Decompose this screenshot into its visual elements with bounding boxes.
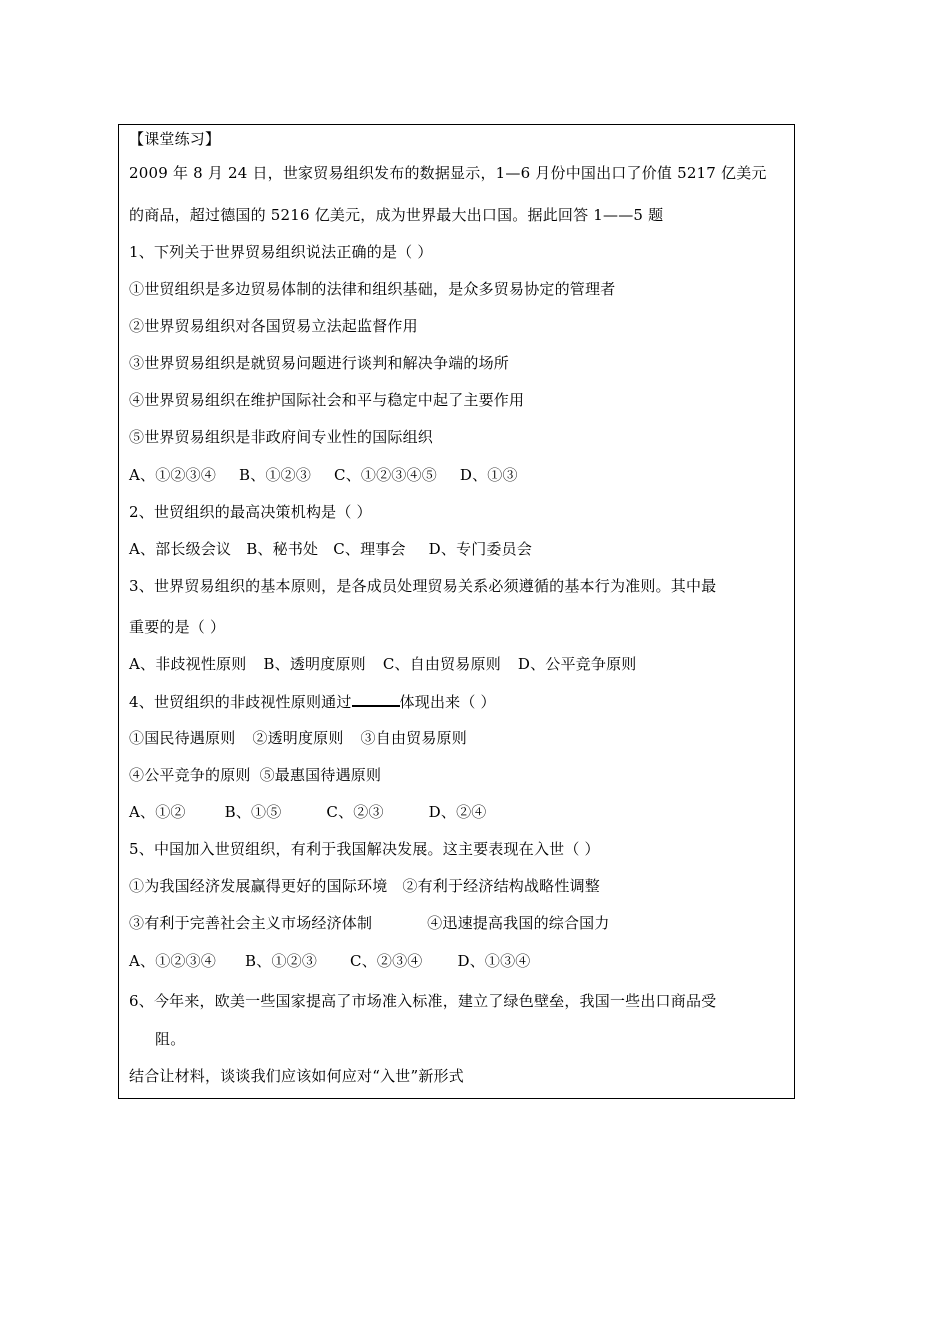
q5-items-line-1 bbox=[129, 876, 600, 896]
option-d: D、②④ bbox=[428, 803, 487, 821]
section-header: 【课堂练习】 bbox=[129, 130, 221, 148]
q5-item: ③有利于完善社会主义市场经济体制 bbox=[129, 914, 373, 932]
option-c: C、②③④ bbox=[350, 952, 423, 970]
q3-stem-line-2: 重要的是（ ） bbox=[129, 618, 226, 636]
intro-line-2: 的商品，超过德国的 5216 亿美元，成为世界最大出口国。据此回答 1——5 题 bbox=[129, 206, 664, 224]
q1-item: ②世界贸易组织对各国贸易立法起监督作用 bbox=[129, 317, 418, 335]
exercise-box bbox=[118, 124, 795, 1099]
q4-item: ④公平竞争的原则 bbox=[129, 766, 251, 784]
intro-line-1: 2009 年 8 月 24 日，世家贸易组织发布的数据显示，1—6 月份中国出口了价值 5217 亿美元 bbox=[129, 164, 767, 182]
option-a: A、①②③④ bbox=[129, 466, 217, 484]
q1-options bbox=[129, 465, 518, 485]
q4-item: ②透明度原则 bbox=[252, 729, 344, 747]
answer-blank bbox=[352, 691, 400, 707]
option-b: B、①⑤ bbox=[224, 803, 282, 821]
option-c: C、理事会 bbox=[333, 540, 406, 558]
q1-item: ④世界贸易组织在维护国际社会和平与稳定中起了主要作用 bbox=[129, 391, 525, 409]
q1-stem: 1、下列关于世界贸易组织说法正确的是（ ） bbox=[129, 243, 433, 261]
q3-options bbox=[129, 654, 637, 674]
option-b: B、透明度原则 bbox=[263, 655, 366, 673]
q6-stem-line-1: 6、今年来，欧美一些国家提高了市场准入标准，建立了绿色壁垒，我国一些出口商品受 bbox=[129, 992, 717, 1010]
q1-item: ①世贸组织是多边贸易体制的法律和组织基础，是众多贸易协定的管理者 bbox=[129, 280, 616, 298]
option-c: C、自由贸易原则 bbox=[382, 655, 501, 673]
q4-item: ③自由贸易原则 bbox=[360, 729, 467, 747]
option-c: C、②③ bbox=[326, 803, 384, 821]
q5-items-line-2 bbox=[129, 913, 610, 933]
q4-items-line-2 bbox=[129, 765, 381, 785]
option-d: D、公平竞争原则 bbox=[517, 655, 637, 673]
option-b: B、秘书处 bbox=[246, 540, 319, 558]
q2-options bbox=[129, 539, 532, 559]
q5-item: ②有利于经济结构战略性调整 bbox=[402, 877, 600, 895]
option-d: D、①③ bbox=[459, 466, 518, 484]
q3-stem-line-1: 3、世界贸易组织的基本原则，是各成员处理贸易关系必须遵循的基本行为准则。其中最 bbox=[129, 577, 717, 595]
option-b: B、①②③ bbox=[245, 952, 318, 970]
option-a: A、非歧视性原则 bbox=[129, 655, 247, 673]
q5-item: ④迅速提高我国的综合国力 bbox=[427, 914, 610, 932]
q2-stem: 2、世贸组织的最高决策机构是（ ） bbox=[129, 503, 372, 521]
option-a: A、①②③④ bbox=[129, 952, 217, 970]
q4-options bbox=[129, 802, 486, 822]
q4-stem bbox=[129, 691, 496, 712]
option-d: D、①③④ bbox=[457, 952, 531, 970]
q4-stem-after: 体现出来（ ） bbox=[399, 693, 496, 711]
option-d: D、专门委员会 bbox=[428, 540, 533, 558]
q5-options bbox=[129, 951, 531, 971]
option-a: A、部长级会议 bbox=[129, 540, 232, 558]
option-b: B、①②③ bbox=[239, 466, 312, 484]
q4-stem-before: 4、世贸组织的非歧视性原则通过 bbox=[129, 693, 352, 711]
q4-item: ①国民待遇原则 bbox=[129, 729, 236, 747]
q1-item: ③世界贸易组织是就贸易问题进行谈判和解决争端的场所 bbox=[129, 354, 510, 372]
option-c: C、①②③④⑤ bbox=[334, 466, 437, 484]
q5-item: ①为我国经济发展赢得更好的国际环境 bbox=[129, 877, 388, 895]
q6-stem-line-2: 阻。 bbox=[155, 1030, 186, 1048]
q6-prompt: 结合让材料，谈谈我们应该如何应对“入世”新形式 bbox=[129, 1067, 464, 1085]
option-a: A、①② bbox=[129, 803, 186, 821]
q5-stem: 5、中国加入世贸组织，有利于我国解决发展。这主要表现在入世（ ） bbox=[129, 840, 600, 858]
q1-item: ⑤世界贸易组织是非政府间专业性的国际组织 bbox=[129, 428, 434, 446]
q4-item: ⑤最惠国待遇原则 bbox=[259, 766, 382, 784]
q4-items-line-1 bbox=[129, 728, 467, 748]
